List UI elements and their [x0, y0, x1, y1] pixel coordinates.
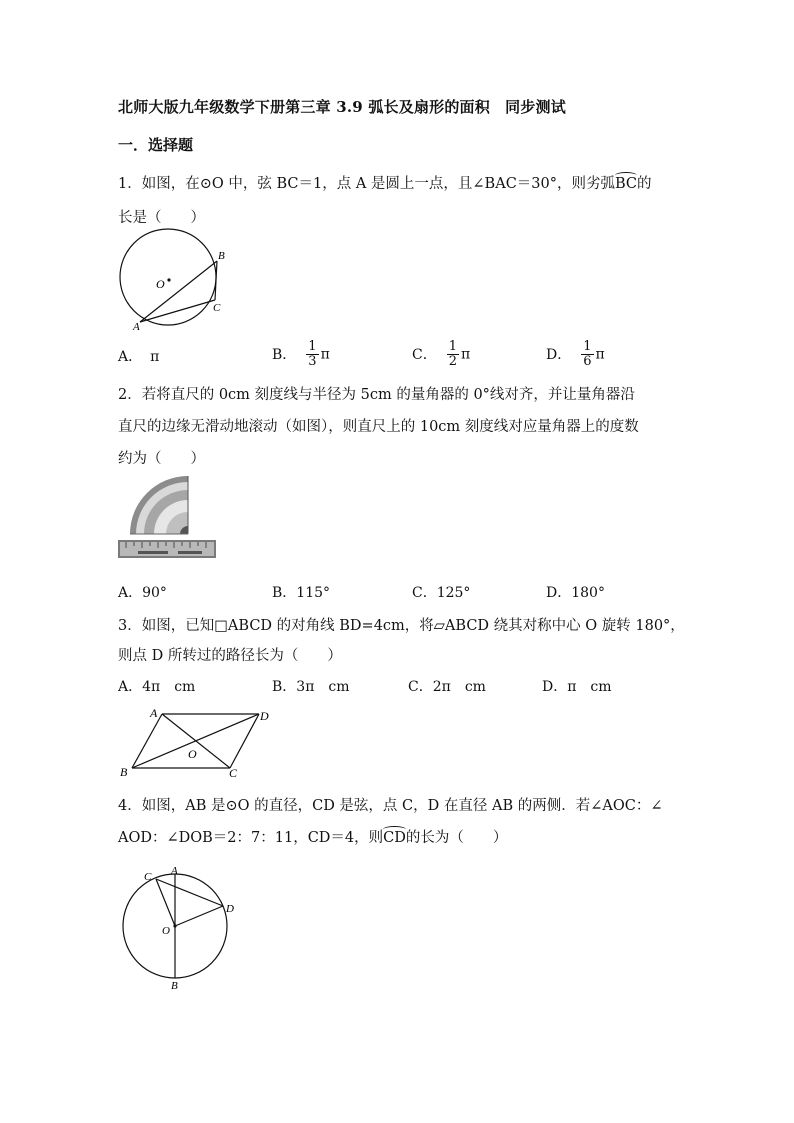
q4-label-b: B [171, 980, 178, 992]
q3-label-c: C [229, 766, 238, 780]
q1-option-c [412, 340, 470, 369]
q1-option-a-label: A． [118, 349, 143, 365]
document-title: 北师大版九年级数学下册第三章 3.9 弧长及扇形的面积 同步测试 [118, 98, 566, 116]
q2-stem-line2: 直尺的边缘无滑动地滚动（如图），则直尺上的 10cm 刻度线对应量角器上的度数 [118, 419, 639, 435]
q3-stem-line2: 则点 D 所转过的路径长为（ ） [118, 648, 342, 664]
section-heading: 一．选择题 [118, 136, 194, 154]
q4-label-o: O [162, 925, 170, 937]
q4-stem-line1: 4．如图，AB 是⊙O 的直径，CD 是弦，点 C，D 在直径 AB 的两侧．若∠AOC：∠ [118, 798, 663, 814]
q1-option-d-pi: π [595, 346, 605, 363]
q1-stem-text: 1．如图，在⊙O 中，弦 BC＝1，点 A 是圆上一点，且∠BAC＝30°，则劣弧 [118, 176, 615, 192]
q1-arc-bc: BC [614, 176, 638, 192]
q1-stem-line1 [118, 172, 698, 193]
q1-label-o: O [156, 277, 165, 291]
q1-circle-figure [112, 228, 232, 334]
q3-option-d: D．π cm [542, 679, 612, 695]
q4-arc-cd: CD [383, 830, 406, 846]
q2-stem-line1: 2．若将直尺的 0cm 刻度线与半径为 5cm 的量角器的 0°线对齐，并让量角器沿 [118, 387, 635, 403]
q1-option-b [272, 340, 330, 369]
q3-stem-line1: 3．如图，已知□ABCD 的对角线 BD=4cm，将▱ABCD 绕其对称中心 O 旋转 180°， [118, 618, 685, 634]
q3-label-a: A [150, 706, 158, 720]
q4-label-a: A [171, 865, 178, 877]
q1-option-d-fraction: $\frac{1}{6}$ [583, 339, 592, 369]
q1-option-d [546, 340, 605, 369]
q1-option-c-label: C． [412, 346, 437, 363]
q3-label-b: B [120, 765, 128, 779]
q1-option-b-label: B． [272, 346, 297, 363]
q1-stem-tail: 的 [637, 176, 652, 192]
q2-stem-line3: 约为（ ） [118, 451, 205, 467]
q1-option-c-fraction: $\frac{1}{2}$ [448, 339, 457, 369]
q3-label-o: O [188, 747, 197, 761]
q1-option-b-fraction: $\frac{1}{3}$ [308, 339, 317, 369]
q4-label-c: C [144, 871, 152, 883]
q2-option-a: A．90° [118, 585, 167, 601]
q4-label-d: D [226, 903, 234, 915]
q1-option-b-pi: π [320, 346, 330, 363]
q1-option-a [118, 346, 159, 366]
q1-label-b: B [218, 250, 225, 262]
q2-option-d: D．180° [546, 585, 605, 601]
q3-option-c: C．2π cm [408, 679, 486, 695]
q4-stem-tail: 的长为（ ） [405, 830, 508, 846]
q3-label-d: D [260, 709, 269, 723]
q2-option-b: B．115° [272, 585, 331, 601]
q4-stem-text: AOD：∠DOB＝2：7：11，CD＝4，则 [118, 830, 384, 846]
q1-stem-line2: 长是（ ） [118, 210, 205, 226]
q1-label-a: A [133, 321, 140, 333]
q2-protractor-ruler-photo [118, 472, 218, 564]
q1-option-c-pi: π [461, 346, 471, 363]
q2-option-c: C．125° [412, 585, 471, 601]
q4-stem-line2 [118, 826, 698, 847]
q3-option-a: A．4π cm [118, 679, 196, 695]
q4-circle-figure [116, 864, 246, 992]
q1-option-d-label: D． [546, 346, 572, 363]
q1-option-a-value: π [150, 349, 160, 365]
q1-label-c: C [213, 302, 221, 314]
q3-option-b: B．3π cm [272, 679, 350, 695]
q3-parallelogram-figure [116, 704, 280, 780]
